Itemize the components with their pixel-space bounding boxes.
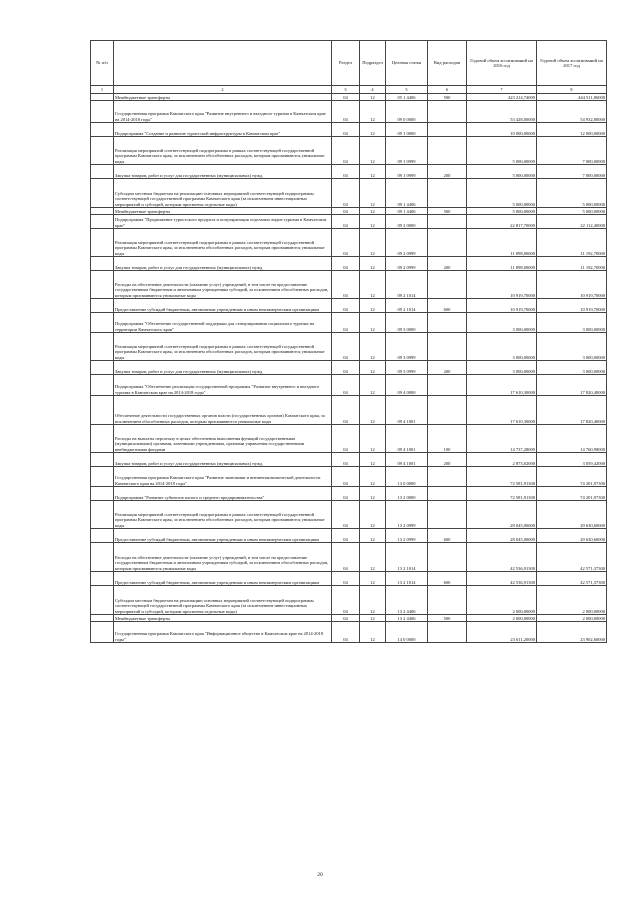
table-row xyxy=(91,94,607,101)
cell-target: 09 4 0000 xyxy=(386,375,428,396)
cell-y2017: 7 000,00000 xyxy=(537,137,607,165)
cell-expense xyxy=(428,396,467,425)
column-index: 2 xyxy=(114,86,332,94)
cell-name: Подпрограмма "Обеспечение государственной поддержки для стимулирования социального туризма на территории Камчатского края" xyxy=(114,313,332,333)
cell-section: 04 xyxy=(332,333,360,361)
table-row xyxy=(91,137,607,165)
cell-y2016: 5 000,00000 xyxy=(467,137,537,165)
table-row xyxy=(91,586,607,615)
cell-expense xyxy=(428,271,467,299)
cell-target: 13 2 1014 xyxy=(386,543,428,572)
cell-y2017: 74 201,97300 xyxy=(537,467,607,487)
cell-y2016: 2 000,00000 xyxy=(467,586,537,615)
cell-name: Подпрограмма "Продвижение туристского продукта и популяризация отдельных видов туризма в Камчатском крае" xyxy=(114,215,332,229)
cell-num xyxy=(91,375,114,396)
cell-section: 04 xyxy=(332,123,360,137)
table-row xyxy=(91,425,607,453)
cell-num xyxy=(91,229,114,257)
cell-name: Подпрограмма "Развитие субъектов малого и среднего предпринимательства" xyxy=(114,487,332,501)
table-row xyxy=(91,361,607,375)
cell-expense: 200 xyxy=(428,361,467,375)
cell-target: 09 2 1014 xyxy=(386,271,428,299)
cell-subsection: 12 xyxy=(360,215,386,229)
cell-y2016: 10 919,70000 xyxy=(467,299,537,313)
cell-target: 09 1 0000 xyxy=(386,123,428,137)
table-row xyxy=(91,501,607,529)
cell-expense: 100 xyxy=(428,425,467,453)
cell-section: 04 xyxy=(332,467,360,487)
column-index: 7 xyxy=(467,86,537,94)
cell-num xyxy=(91,543,114,572)
cell-target: 09 1 4406 xyxy=(386,208,428,215)
cell-target: 09 3 0000 xyxy=(386,313,428,333)
column-index: 5 xyxy=(386,86,428,94)
cell-expense: 600 xyxy=(428,529,467,543)
cell-target: 09 3 0999 xyxy=(386,333,428,361)
table-row xyxy=(91,271,607,299)
cell-y2017: 42 571,37300 xyxy=(537,572,607,586)
cell-y2017: 5 000,00000 xyxy=(537,179,607,208)
cell-num xyxy=(91,179,114,208)
cell-expense: 500 xyxy=(428,208,467,215)
cell-subsection: 12 xyxy=(360,622,386,643)
cell-section: 04 xyxy=(332,425,360,453)
cell-num xyxy=(91,208,114,215)
cell-section: 04 xyxy=(332,313,360,333)
budget-table xyxy=(90,40,607,643)
cell-y2017: 22 112,40000 xyxy=(537,215,607,229)
column-index-row xyxy=(91,86,607,94)
cell-subsection: 12 xyxy=(360,123,386,137)
table-row xyxy=(91,215,607,229)
cell-num xyxy=(91,299,114,313)
cell-target: 13 0 0000 xyxy=(386,467,428,487)
cell-section: 04 xyxy=(332,586,360,615)
cell-target: 13 2 1014 xyxy=(386,572,428,586)
cell-num xyxy=(91,257,114,271)
cell-subsection: 12 xyxy=(360,572,386,586)
cell-num xyxy=(91,123,114,137)
table-row xyxy=(91,396,607,425)
cell-expense xyxy=(428,215,467,229)
cell-y2016: 23 611,20000 xyxy=(467,622,537,643)
cell-expense xyxy=(428,137,467,165)
cell-target: 09 2 1014 xyxy=(386,299,428,313)
cell-subsection: 12 xyxy=(360,229,386,257)
cell-name: Государственная программа Камчатского края "Информационное общество в Камчатском крае на 2014-2018 годы" xyxy=(114,622,332,643)
header-expense: Вид расходов xyxy=(428,41,467,86)
cell-y2016: 11 898,00000 xyxy=(467,229,537,257)
cell-y2017: 29 630,60000 xyxy=(537,501,607,529)
cell-section: 04 xyxy=(332,529,360,543)
table-row xyxy=(91,123,607,137)
cell-expense: 500 xyxy=(428,615,467,622)
cell-num xyxy=(91,396,114,425)
cell-subsection: 12 xyxy=(360,333,386,361)
cell-subsection: 12 xyxy=(360,487,386,501)
cell-num xyxy=(91,487,114,501)
table-row xyxy=(91,257,607,271)
cell-name: Расходы на выплаты персоналу в целях обеспечения выполнения функций государственными (муниципальными) органами, казенными учреждениями, органами управления государственными внебюджетными фондами xyxy=(114,425,332,453)
cell-name: Предоставление субсидий бюджетным, автономным учреждениям и иным некоммерческим организациям xyxy=(114,299,332,313)
cell-subsection: 12 xyxy=(360,453,386,467)
cell-expense xyxy=(428,229,467,257)
cell-y2017: 10 919,70000 xyxy=(537,299,607,313)
cell-subsection: 12 xyxy=(360,543,386,572)
table-row xyxy=(91,543,607,572)
table-row xyxy=(91,208,607,215)
header-section: Раздел xyxy=(332,41,360,86)
cell-subsection: 12 xyxy=(360,299,386,313)
cell-section: 04 xyxy=(332,215,360,229)
table-row xyxy=(91,615,607,622)
cell-target: 09 2 0999 xyxy=(386,229,428,257)
cell-subsection: 12 xyxy=(360,529,386,543)
cell-y2016: 22 817,70000 xyxy=(467,215,537,229)
cell-num xyxy=(91,572,114,586)
budget-sheet xyxy=(90,40,606,643)
cell-expense: 600 xyxy=(428,299,467,313)
table-row xyxy=(91,101,607,123)
cell-y2016: 42 536,91300 xyxy=(467,572,537,586)
cell-y2016: 72 581,91300 xyxy=(467,487,537,501)
cell-num xyxy=(91,101,114,123)
cell-section: 04 xyxy=(332,101,360,123)
cell-num xyxy=(91,425,114,453)
cell-expense: 600 xyxy=(428,572,467,586)
cell-y2016: 3 000,00000 xyxy=(467,361,537,375)
cell-name: Предоставление субсидий бюджетным, автономным учреждениям и иным некоммерческим организациям xyxy=(114,529,332,543)
cell-subsection: 12 xyxy=(360,467,386,487)
cell-name: Государственная программа Камчатского края "Развитие экономики и внешнеэкономической деятельности Камчатского края на 2014-2018 годы" xyxy=(114,467,332,487)
cell-section: 04 xyxy=(332,137,360,165)
cell-y2017: 3 000,00000 xyxy=(537,313,607,333)
cell-y2016: 2 873,02000 xyxy=(467,453,537,467)
header-subsection: Подраздел xyxy=(360,41,386,86)
cell-expense xyxy=(428,101,467,123)
cell-y2016: 14 737,28000 xyxy=(467,425,537,453)
cell-num xyxy=(91,529,114,543)
table-row xyxy=(91,333,607,361)
cell-y2016: 3 000,00000 xyxy=(467,313,537,333)
cell-section: 04 xyxy=(332,208,360,215)
cell-y2017: 10 919,70000 xyxy=(537,271,607,299)
cell-expense xyxy=(428,487,467,501)
header-target: Целевая статья xyxy=(386,41,428,86)
table-row xyxy=(91,622,607,643)
cell-y2016: 53 428,00000 xyxy=(467,101,537,123)
cell-section: 04 xyxy=(332,487,360,501)
cell-num xyxy=(91,622,114,643)
cell-section: 04 xyxy=(332,543,360,572)
cell-section: 04 xyxy=(332,257,360,271)
table-header-row xyxy=(91,41,607,86)
cell-subsection: 12 xyxy=(360,208,386,215)
column-index: 3 xyxy=(332,86,360,94)
cell-num xyxy=(91,94,114,101)
cell-name: Межбюджетные трансферты xyxy=(114,615,332,622)
cell-target: 13 2 4406 xyxy=(386,586,428,615)
cell-target: 09 4 1001 xyxy=(386,396,428,425)
table-row xyxy=(91,313,607,333)
cell-name: Межбюджетные трансферты xyxy=(114,208,332,215)
cell-num xyxy=(91,313,114,333)
cell-y2016: 28 045,00000 xyxy=(467,529,537,543)
cell-y2017: 74 201,97300 xyxy=(537,487,607,501)
cell-y2016: 3 000,00000 xyxy=(467,333,537,361)
table-row xyxy=(91,529,607,543)
cell-subsection: 12 xyxy=(360,425,386,453)
cell-num xyxy=(91,467,114,487)
table-row xyxy=(91,179,607,208)
cell-y2016: 17 610,30000 xyxy=(467,375,537,396)
cell-y2017: 11 192,70000 xyxy=(537,229,607,257)
cell-y2017: 12 000,00000 xyxy=(537,123,607,137)
header-2016: Годовой объем ассигнований на 2016 год xyxy=(467,41,537,86)
cell-y2017: 5 000,00000 xyxy=(537,208,607,215)
column-index: 6 xyxy=(428,86,467,94)
cell-y2016: 5 000,00000 xyxy=(467,208,537,215)
cell-name: Обеспечение деятельности государственных органов власти (государственных органов) Камчатского края, за исключением обособленных расходов, которым присваиваются уникальные коды xyxy=(114,396,332,425)
cell-target: 09 1 0999 xyxy=(386,165,428,179)
cell-name: Расходы на обеспечение деятельности (оказание услуг) учреждений, в том числе на предоставление государственным бюджетным и автономным учреждениям субсидий, за исключением обособленных расходов, которым присваиваются уникальные коды xyxy=(114,543,332,572)
cell-section: 04 xyxy=(332,622,360,643)
cell-expense xyxy=(428,467,467,487)
cell-subsection: 12 xyxy=(360,271,386,299)
cell-y2017: 17 820,40000 xyxy=(537,375,607,396)
cell-subsection: 12 xyxy=(360,615,386,622)
cell-target: 09 3 0999 xyxy=(386,361,428,375)
cell-target: 13 2 0999 xyxy=(386,501,428,529)
cell-target: 13 2 4406 xyxy=(386,615,428,622)
cell-target: 09 2 0999 xyxy=(386,257,428,271)
cell-name: Реализация мероприятий соответствующей подпрограммы в рамках соответствующей государственной программы Камчатского края, за исключением обособленных расходов, которым присваиваются уникальные коды xyxy=(114,333,332,361)
header-2017: Годовой объем ассигнований на 2017 год xyxy=(537,41,607,86)
table-row xyxy=(91,165,607,179)
cell-expense xyxy=(428,543,467,572)
cell-name: Реализация мероприятий соответствующей подпрограммы в рамках соответствующей государственной программы Камчатского края, за исключением обособленных расходов, которым присваиваются уникальные коды xyxy=(114,501,332,529)
cell-y2016: 5 000,00000 xyxy=(467,179,537,208)
cell-y2017: 2 000,00000 xyxy=(537,615,607,622)
cell-y2016: 10 919,70000 xyxy=(467,271,537,299)
cell-section: 04 xyxy=(332,572,360,586)
table-row xyxy=(91,375,607,396)
cell-section: 04 xyxy=(332,375,360,396)
table-row xyxy=(91,299,607,313)
cell-section: 04 xyxy=(332,299,360,313)
cell-name: Закупка товаров, работ и услуг для государственных (муниципальных) нужд xyxy=(114,257,332,271)
cell-target: 09 4 1001 xyxy=(386,425,428,453)
cell-name: Субсидии местным бюджетам на реализацию основных мероприятий соответствующей подпрограммы соответствующей государственной программы Камчатского края (за исключением инвестиционных мероприятий и субсидий, которым присвоены отдельные коды) xyxy=(114,586,332,615)
header-num: № п/п xyxy=(91,41,114,86)
column-index: 8 xyxy=(537,86,607,94)
cell-target: 09 0 0000 xyxy=(386,101,428,123)
cell-subsection: 12 xyxy=(360,179,386,208)
cell-section: 04 xyxy=(332,271,360,299)
cell-section: 04 xyxy=(332,361,360,375)
cell-expense: 500 xyxy=(428,94,467,101)
table-row xyxy=(91,453,607,467)
table-row xyxy=(91,487,607,501)
cell-y2016: 423 214,74000 xyxy=(467,94,537,101)
cell-subsection: 12 xyxy=(360,94,386,101)
cell-num xyxy=(91,165,114,179)
cell-target: 09 1 4406 xyxy=(386,179,428,208)
cell-num xyxy=(91,586,114,615)
cell-section: 04 xyxy=(332,501,360,529)
cell-target: 05 1 4406 xyxy=(386,94,428,101)
cell-y2016: 10 000,00000 xyxy=(467,123,537,137)
cell-subsection: 12 xyxy=(360,361,386,375)
cell-name: Подпрограмма "Создание и развитие туристской инфраструктуры в Камчатском крае" xyxy=(114,123,332,137)
cell-target: 13 2 0000 xyxy=(386,487,428,501)
cell-expense xyxy=(428,179,467,208)
cell-name: Подпрограмма "Обеспечение реализации государственной программы "Развитие внутреннего и въездного туризма в Камчатском крае на 2014-2018 годы" xyxy=(114,375,332,396)
table-body xyxy=(91,94,607,643)
cell-name: Государственная программа Камчатского края "Развитие внутреннего и въездного туризма в Камчатском крае на 2014-2018 годы" xyxy=(114,101,332,123)
cell-target: 14 0 0000 xyxy=(386,622,428,643)
cell-expense xyxy=(428,375,467,396)
cell-section: 04 xyxy=(332,94,360,101)
header-name xyxy=(114,41,332,86)
cell-subsection: 12 xyxy=(360,101,386,123)
cell-expense xyxy=(428,123,467,137)
cell-expense xyxy=(428,333,467,361)
table-row xyxy=(91,467,607,487)
cell-expense xyxy=(428,586,467,615)
cell-y2016: 11 898,00000 xyxy=(467,257,537,271)
cell-num xyxy=(91,215,114,229)
cell-name: Межбюджетные трансферты xyxy=(114,94,332,101)
cell-expense xyxy=(428,501,467,529)
cell-name: Закупка товаров, работ и услуг для государственных (муниципальных) нужд xyxy=(114,165,332,179)
cell-section: 04 xyxy=(332,229,360,257)
cell-subsection: 12 xyxy=(360,586,386,615)
cell-y2016: 2 000,00000 xyxy=(467,615,537,622)
cell-subsection: 12 xyxy=(360,137,386,165)
cell-section: 04 xyxy=(332,396,360,425)
cell-y2017: 2 000,00000 xyxy=(537,586,607,615)
cell-name: Субсидии местным бюджетам на реализацию основных мероприятий соответствующей подпрограммы соответствующей государственной программы Камчатского края (за исключением инвестиционных мероприятий и субсидий, которым присвоены отдельные коды) xyxy=(114,179,332,208)
cell-expense: 200 xyxy=(428,453,467,467)
cell-y2017: 17 820,40000 xyxy=(537,396,607,425)
cell-subsection: 12 xyxy=(360,165,386,179)
cell-section: 04 xyxy=(332,615,360,622)
cell-subsection: 12 xyxy=(360,375,386,396)
cell-y2016: 17 610,30000 xyxy=(467,396,537,425)
cell-subsection: 12 xyxy=(360,396,386,425)
cell-target: 13 2 0999 xyxy=(386,529,428,543)
cell-expense xyxy=(428,313,467,333)
cell-y2017: 14 760,98000 xyxy=(537,425,607,453)
cell-name: Предоставление субсидий бюджетным, автономным учреждениям и иным некоммерческим организациям xyxy=(114,572,332,586)
table-row xyxy=(91,572,607,586)
cell-target: 09 1 0999 xyxy=(386,137,428,165)
page-number: 20 xyxy=(317,872,323,878)
cell-num xyxy=(91,615,114,622)
cell-num xyxy=(91,271,114,299)
cell-y2017: 3 000,00000 xyxy=(537,333,607,361)
cell-subsection: 12 xyxy=(360,257,386,271)
cell-num xyxy=(91,333,114,361)
cell-y2016: 72 581,91300 xyxy=(467,467,537,487)
cell-expense: 200 xyxy=(428,257,467,271)
cell-expense: 200 xyxy=(428,165,467,179)
cell-num xyxy=(91,501,114,529)
cell-y2017: 444 511,86000 xyxy=(537,94,607,101)
cell-y2017: 29 630,60000 xyxy=(537,529,607,543)
cell-name: Реализация мероприятий соответствующей подпрограммы в рамках соответствующей государственной программы Камчатского края, за исключением обособленных расходов, которым присваиваются уникальные коды xyxy=(114,229,332,257)
column-index: 1 xyxy=(91,86,114,94)
cell-num xyxy=(91,361,114,375)
cell-y2016: 28 045,00000 xyxy=(467,501,537,529)
cell-name: Реализация мероприятий соответствующей подпрограммы в рамках соответствующей государственной программы Камчатского края, за исключением обособленных расходов, которым присваиваются уникальные коды xyxy=(114,137,332,165)
cell-subsection: 12 xyxy=(360,501,386,529)
cell-name: Расходы на обеспечение деятельности (оказание услуг) учреждений, в том числе на предоставление государственным бюджетным и автономным учреждениям субсидий, за исключением обособленных расходов, которым присваиваются уникальные коды xyxy=(114,271,332,299)
cell-num xyxy=(91,137,114,165)
table-row xyxy=(91,229,607,257)
cell-y2017: 3 000,00000 xyxy=(537,361,607,375)
cell-target: 09 4 1001 xyxy=(386,453,428,467)
cell-y2017: 54 932,80000 xyxy=(537,101,607,123)
cell-y2017: 7 000,00000 xyxy=(537,165,607,179)
cell-section: 04 xyxy=(332,179,360,208)
cell-y2017: 42 571,37300 xyxy=(537,543,607,572)
cell-subsection: 12 xyxy=(360,313,386,333)
cell-name: Закупка товаров, работ и услуг для государственных (муниципальных) нужд xyxy=(114,453,332,467)
cell-y2017: 11 192,70000 xyxy=(537,257,607,271)
cell-expense xyxy=(428,622,467,643)
cell-num xyxy=(91,453,114,467)
cell-section: 04 xyxy=(332,165,360,179)
cell-y2016: 5 000,00000 xyxy=(467,165,537,179)
cell-y2017: 23 902,60000 xyxy=(537,622,607,643)
cell-target: 09 2 0000 xyxy=(386,215,428,229)
cell-y2016: 42 536,91300 xyxy=(467,543,537,572)
column-index: 4 xyxy=(360,86,386,94)
cell-name: Закупка товаров, работ и услуг для государственных (муниципальных) нужд xyxy=(114,361,332,375)
cell-section: 04 xyxy=(332,453,360,467)
cell-y2017: 3 059,42000 xyxy=(537,453,607,467)
